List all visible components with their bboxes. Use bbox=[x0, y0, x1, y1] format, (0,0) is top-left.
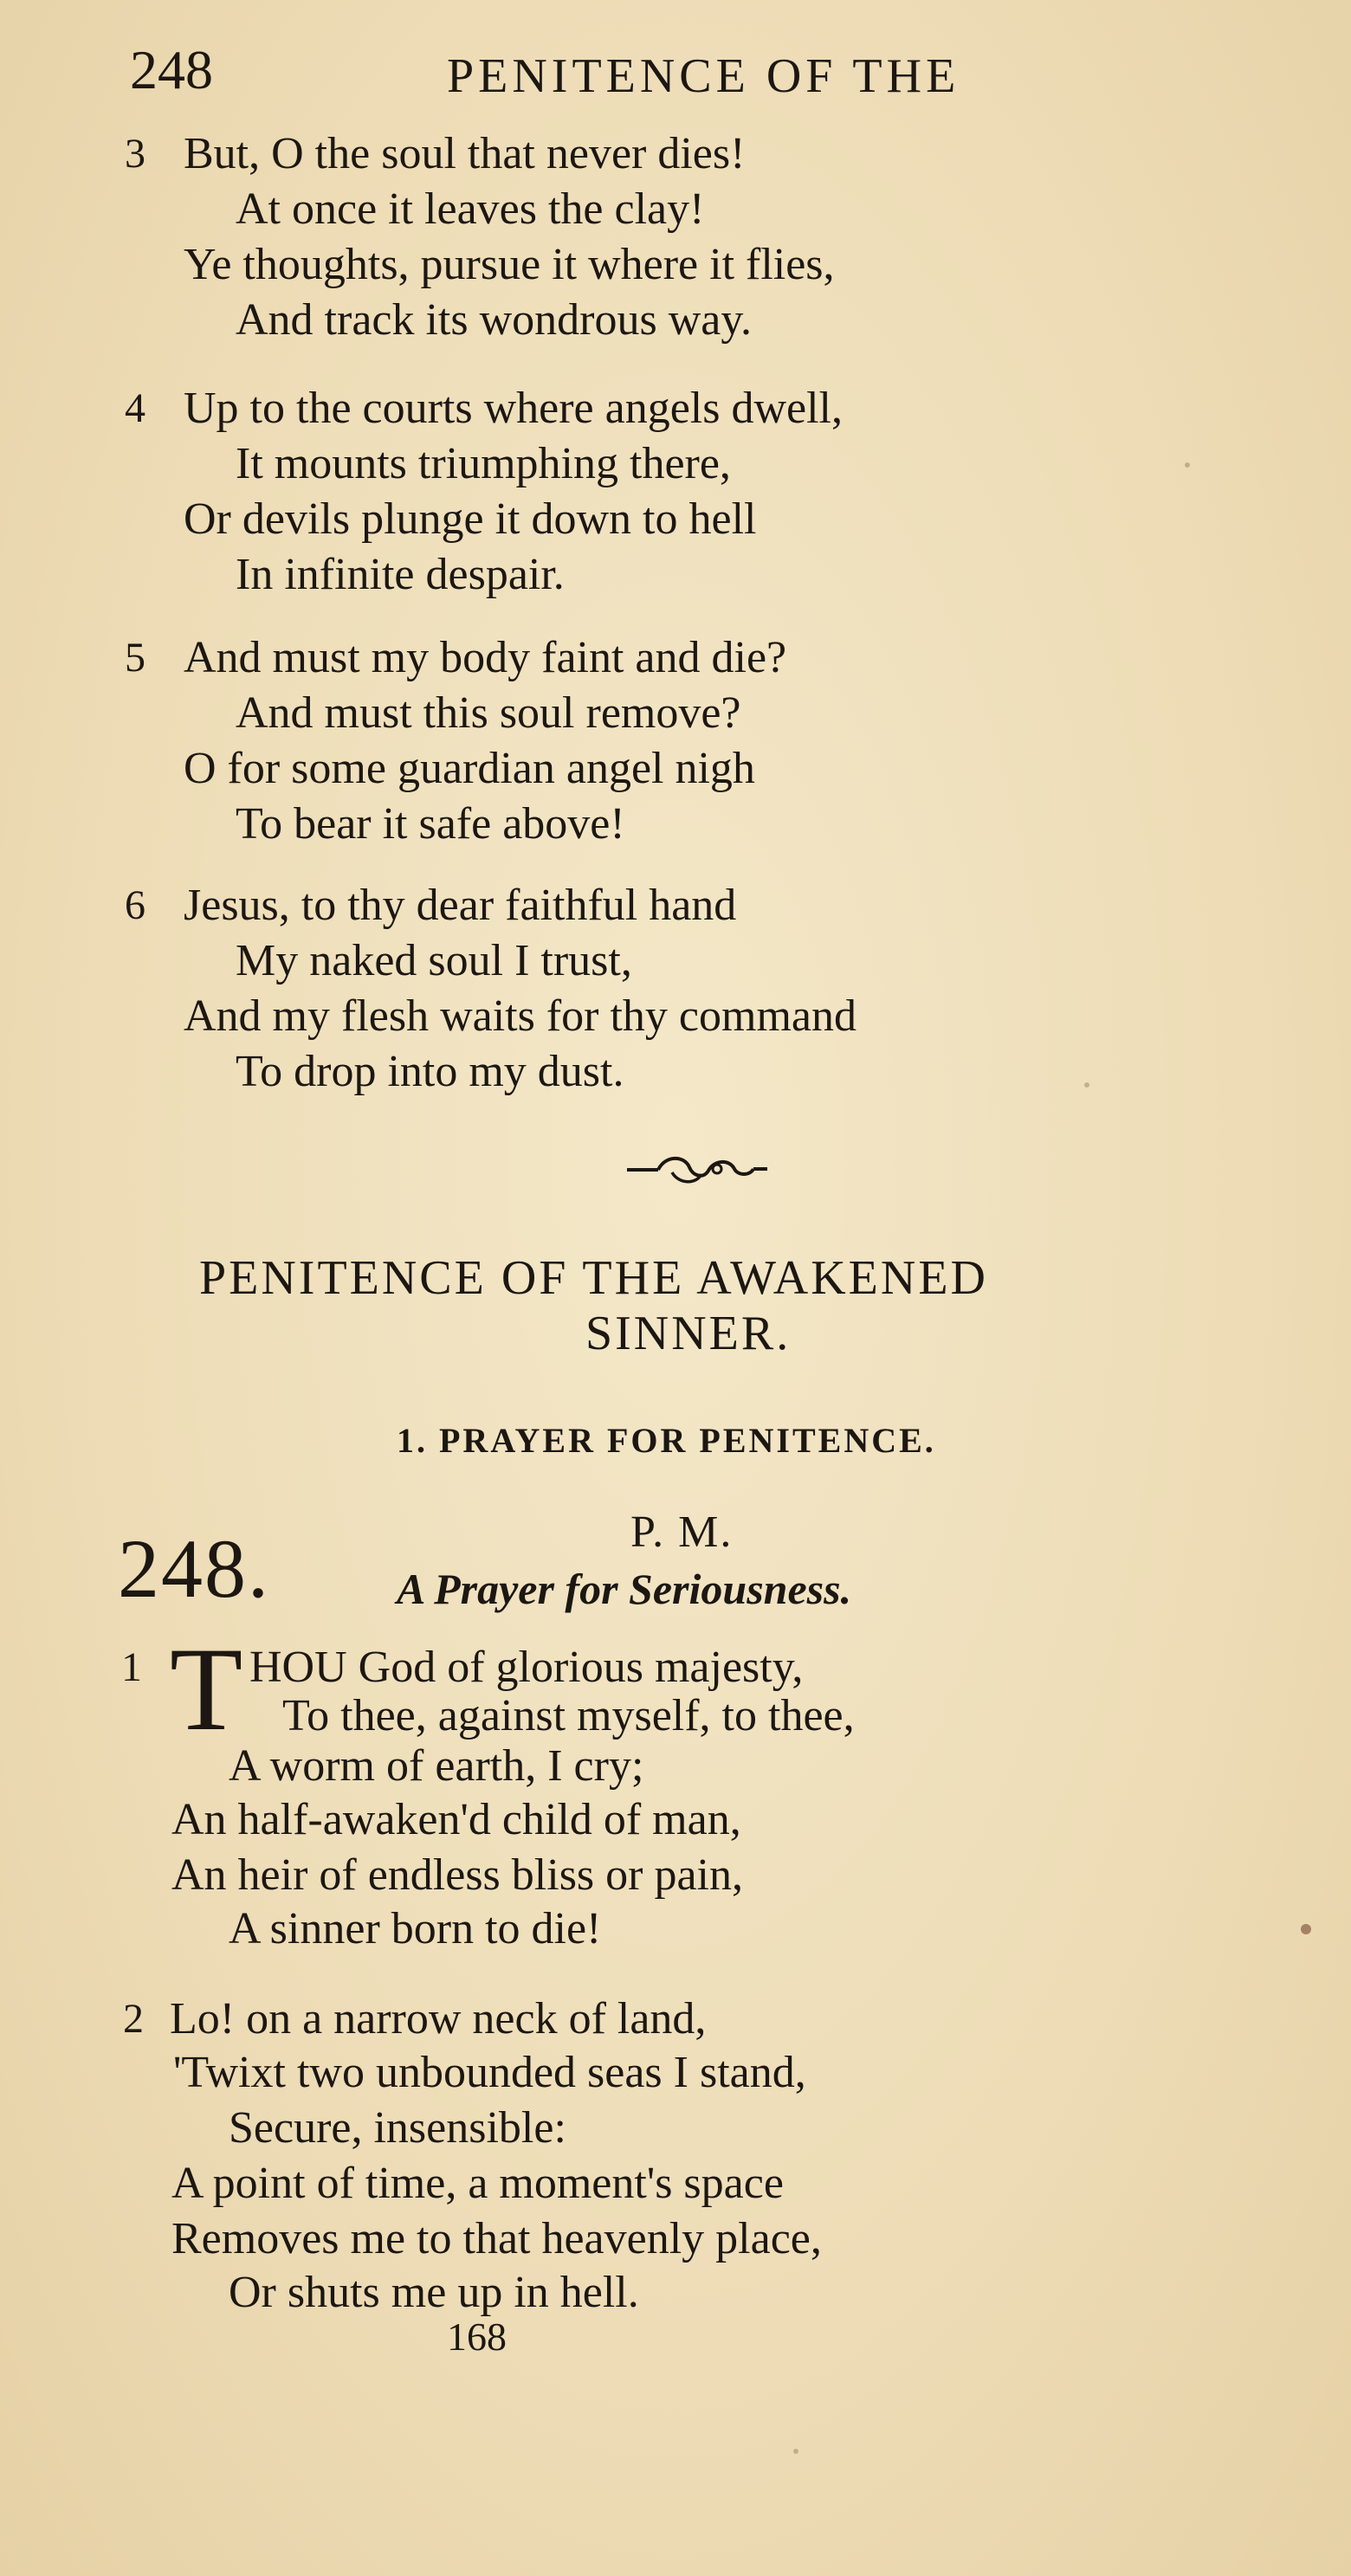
verse-line: To bear it safe above! bbox=[236, 799, 625, 849]
drop-cap: T bbox=[170, 1623, 243, 1755]
hymn-title: A Prayer for Seriousness. bbox=[397, 1565, 852, 1613]
verse-line: Ye thoughts, pursue it where it flies, bbox=[184, 240, 835, 289]
verse-line: 'Twixt two unbounded seas I stand, bbox=[173, 2048, 806, 2097]
stanza-number: 2 bbox=[123, 1996, 144, 2042]
verse-line: O for some guardian angel nigh bbox=[184, 744, 755, 793]
stanza-number: 1 bbox=[121, 1644, 142, 1690]
stanza-number: 4 bbox=[125, 385, 145, 431]
section-title-line2: SINNER. bbox=[585, 1307, 792, 1360]
verse-line: An heir of endless bliss or pain, bbox=[171, 1850, 744, 1900]
paper-speck bbox=[1301, 1924, 1311, 1934]
paper-speck bbox=[1185, 462, 1190, 468]
verse-line: At once it leaves the clay! bbox=[236, 184, 705, 234]
verse-line: Or devils plunge it down to hell bbox=[184, 494, 757, 544]
verse-line: My naked soul I trust, bbox=[236, 936, 632, 985]
verse-line: Secure, insensible: bbox=[229, 2103, 566, 2153]
signature-mark: 168 bbox=[447, 2315, 507, 2359]
verse-line: A point of time, a moment's space bbox=[171, 2159, 784, 2208]
page-number: 248 bbox=[130, 39, 213, 100]
verse-line: Lo! on a narrow neck of land, bbox=[170, 1994, 707, 2043]
hymn-meter: P. M. bbox=[630, 1508, 734, 1557]
verse-line: And track its wondrous way. bbox=[236, 295, 752, 345]
section-title-line1: PENITENCE OF THE AWAKENED bbox=[199, 1251, 988, 1305]
verse-line: Removes me to that heavenly place, bbox=[171, 2214, 822, 2263]
verse-line: An half-awaken'd child of man, bbox=[171, 1795, 741, 1844]
stanza-number: 3 bbox=[125, 131, 145, 177]
verse-line: And must my body faint and die? bbox=[184, 633, 787, 682]
paper-speck bbox=[793, 2449, 798, 2454]
verse-line: HOU God of glorious majesty, bbox=[249, 1643, 804, 1692]
verse-line: A worm of earth, I cry; bbox=[229, 1741, 644, 1791]
subsection-heading: 1. PRAYER FOR PENITENCE. bbox=[397, 1421, 936, 1460]
stanza-number: 6 bbox=[125, 882, 145, 928]
verse-line: But, O the soul that never dies! bbox=[184, 129, 746, 178]
verse-line: Up to the courts where angels dwell, bbox=[184, 384, 844, 433]
verse-line: Or shuts me up in hell. bbox=[229, 2268, 639, 2317]
verse-line: To drop into my dust. bbox=[236, 1047, 624, 1096]
paper-speck bbox=[1084, 1082, 1089, 1088]
verse-line: And my flesh waits for thy command bbox=[184, 991, 856, 1041]
verse-line: A sinner born to die! bbox=[229, 1904, 602, 1953]
verse-line: And must this soul remove? bbox=[236, 688, 741, 738]
running-title: PENITENCE OF THE bbox=[447, 49, 960, 103]
ornament-divider-icon bbox=[624, 1150, 771, 1190]
verse-line: It mounts triumphing there, bbox=[236, 439, 731, 488]
verse-line: In infinite despair. bbox=[236, 550, 565, 599]
verse-line: Jesus, to thy dear faithful hand bbox=[184, 881, 737, 930]
hymn-number: 248. bbox=[118, 1522, 270, 1615]
verse-line: To thee, against myself, to thee, bbox=[282, 1691, 855, 1740]
stanza-number: 5 bbox=[125, 635, 145, 681]
